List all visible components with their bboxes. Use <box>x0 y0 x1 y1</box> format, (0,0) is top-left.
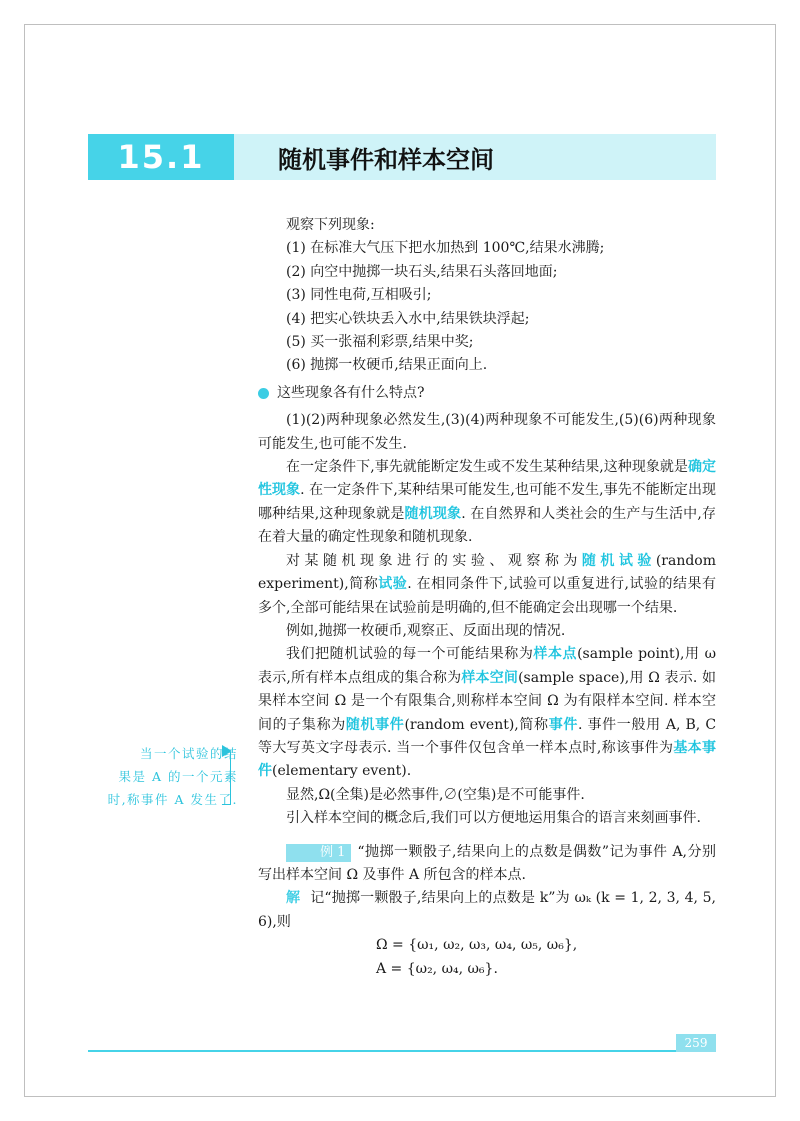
footer-rule <box>88 1050 716 1052</box>
term-sample-point: 样本点 <box>533 646 578 663</box>
term-event: 事件 <box>548 716 578 733</box>
p5-text-b: (sample point),用 ω 表示,所有样本点组成的集合称为 <box>258 646 717 686</box>
paragraph-5 <box>258 643 716 783</box>
paragraph-2 <box>258 456 716 550</box>
term-random-experiment: 随机试验 <box>581 552 656 569</box>
paragraph-3 <box>258 550 716 620</box>
p3-text-c: . 在相同条件下,试验可以重复进行,试验的结果有多个,全部可能结果在试验前是明确的,但不能确定会出现哪一个结果. <box>258 576 716 616</box>
section-number: 15.1 <box>88 134 234 180</box>
p3-text-a: 对某随机现象进行的实验、观察称为 <box>286 552 582 569</box>
question-text: 这些现象各有什么特点? <box>277 384 425 401</box>
intro-item-5: (5) 买一张福利彩票,结果中奖; <box>286 334 474 351</box>
p3-text-b: (random experiment),简称 <box>258 552 717 593</box>
section-title: 随机事件和样本空间 <box>278 145 494 174</box>
example-1 <box>258 841 716 888</box>
p2-text-c: . 在自然界和人类社会的生产与生活中,存在着大量的确定性现象和随机现象. <box>258 505 716 546</box>
formula-event-a: A = {ω₂, ω₄, ω₆}. <box>376 960 498 977</box>
p5-text-e: . 事件一般用 A, B, C 等大写英文字母表示. 当一个事件仅包含单一样本点时,称该事件为 <box>258 716 717 756</box>
term-elementary-event: 基本事件 <box>258 739 716 780</box>
side-note-line-1: 当一个试验的结 <box>139 746 238 761</box>
side-note-bracket <box>222 752 231 805</box>
intro-item-3: (3) 同性电荷,互相吸引; <box>286 287 432 304</box>
p5-text-f: (elementary event). <box>272 763 412 780</box>
p2-text-a: 在一定条件下,事先就能断定发生或不发生某种结果,这种现象就是 <box>286 459 688 476</box>
main-body <box>258 214 716 981</box>
solution <box>258 887 716 934</box>
paragraph-7: 引入样本空间的概念后,我们可以方便地运用集合的语言来刻画事件. <box>286 810 701 827</box>
p5-text-d: (random event),简称 <box>404 716 549 733</box>
p5-text-c: (sample space),用 Ω 表示. 如果样本空间 Ω 是一个有限集合,则称样本空间 Ω 为有限样本空间. 样本空间的子集称为 <box>258 669 717 733</box>
paragraph-1: (1)(2)两种现象必然发生,(3)(4)两种现象不可能发生,(5)(6)两种现象可能发生,也可能不发生. <box>258 412 716 452</box>
solution-text: 记“抛掷一颗骰子,结果向上的点数是 k”为 ωₖ (k = 1, 2, 3, 4, 5, 6),则 <box>258 890 716 930</box>
solution-tag: 解 <box>286 890 301 907</box>
paragraph-4: 例如,抛掷一枚硬币,观察正、反面出现的情况. <box>286 622 566 639</box>
term-experiment: 试验 <box>378 576 408 593</box>
intro-item-4: (4) 把实心铁块丢入水中,结果铁块浮起; <box>286 310 530 327</box>
intro-item-6: (6) 抛掷一枚硬币,结果正面向上. <box>286 357 488 374</box>
page-number: 259 <box>676 1034 716 1052</box>
term-random-phenomenon: 随机现象 <box>404 505 462 522</box>
side-note-line-2: 果是 A 的一个元素 <box>118 769 238 784</box>
example-tag: 例 1 <box>286 844 351 862</box>
bullet-dot-icon <box>258 388 269 399</box>
intro-item-1: (1) 在标准大气压下把水加热到 100℃,结果水沸腾; <box>286 240 605 257</box>
paragraph-6: 显然,Ω(全集)是必然事件,∅(空集)是不可能事件. <box>286 786 585 803</box>
p2-text-b: . 在一定条件下,某种结果可能发生,也可能不发生,事先不能断定出现哪种结果,这种现象就是 <box>258 482 717 522</box>
p5-text-a: 我们把随机试验的每一个可能结果称为 <box>286 646 534 663</box>
side-note <box>98 742 238 811</box>
formula-omega: Ω = {ω₁, ω₂, ω₃, ω₄, ω₅, ω₆}, <box>376 937 578 954</box>
term-random-event: 随机事件 <box>345 716 405 733</box>
side-note-line-3: 时,称事件 A 发生了. <box>107 792 238 807</box>
intro-lead: 观察下列现象: <box>286 217 375 233</box>
term-deterministic-phenomenon: 确定性现象 <box>258 459 717 499</box>
example-text: “抛掷一颗骰子,结果向上的点数是偶数”记为事件 A,分别写出样本空间 Ω 及事件 A 所包含的样本点. <box>258 843 716 883</box>
term-sample-space: 样本空间 <box>461 669 519 686</box>
intro-item-2: (2) 向空中抛掷一块石头,结果石头落回地面; <box>286 263 558 280</box>
question-line <box>258 382 716 405</box>
